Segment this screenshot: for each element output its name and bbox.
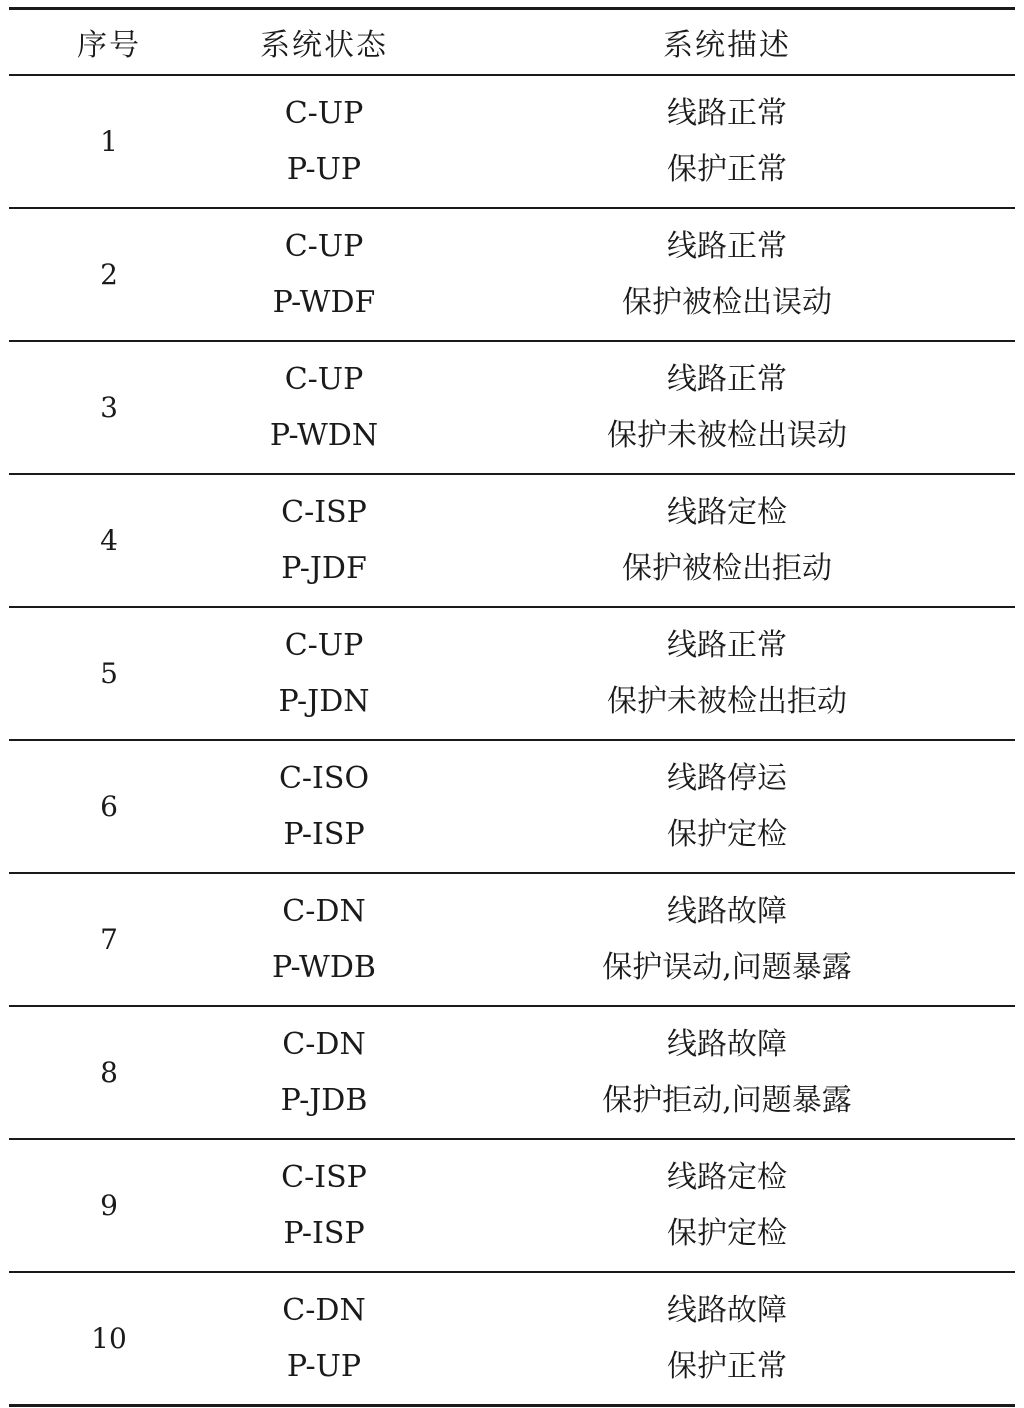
row-description [439,1161,1015,1251]
circuit-state: C-UP [284,95,364,131]
row-description [439,1028,1015,1118]
protection-description: 保护拒动,问题暴露 [602,1082,852,1118]
protection-state: P-JDB [280,1082,368,1118]
row-state [209,762,439,852]
row-number: 5 [100,657,118,690]
protection-state: P-WDB [272,949,376,985]
protection-description: 保护未被检出拒动 [607,683,847,719]
protection-state: P-WDN [269,417,379,453]
circuit-state: C-UP [284,627,364,663]
protection-state: P-UP [286,1348,362,1384]
circuit-state: C-DN [282,893,366,929]
circuit-state: C-ISP [281,494,367,530]
table-row [9,741,1015,872]
circuit-state: C-ISP [281,1159,367,1195]
row-state [209,363,439,453]
table-row [9,1273,1015,1404]
row-state [209,1294,439,1384]
row-number: 6 [100,790,118,823]
row-state [209,230,439,320]
circuit-state: C-ISO [278,760,370,796]
row-number: 2 [100,258,118,291]
circuit-description: 线路故障 [667,1026,787,1062]
circuit-description: 线路正常 [667,95,787,131]
row-description [439,496,1015,586]
row-description [439,363,1015,453]
state-table [9,7,1015,1407]
table-row [9,342,1015,473]
row-number: 1 [100,125,118,158]
circuit-description: 线路正常 [667,627,787,663]
circuit-state: C-UP [284,361,364,397]
row-description [439,1294,1015,1384]
protection-description: 保护正常 [667,1348,787,1384]
protection-description: 保护未被检出误动 [607,417,847,453]
row-number: 8 [100,1056,118,1089]
circuit-description: 线路定检 [667,494,787,530]
row-number: 9 [100,1189,118,1222]
row-number: 10 [91,1322,127,1355]
protection-state: P-UP [286,151,362,187]
protection-state: P-WDF [272,284,376,320]
table-row [9,209,1015,340]
row-state [209,1028,439,1118]
row-state [209,895,439,985]
header-state: 系统状态 [260,28,388,63]
circuit-state: C-DN [282,1292,366,1328]
protection-description: 保护正常 [667,151,787,187]
row-number: 3 [100,391,118,424]
row-state [209,1161,439,1251]
row-description [439,895,1015,985]
table-row [9,874,1015,1005]
circuit-description: 线路故障 [667,1292,787,1328]
circuit-description: 线路正常 [667,228,787,264]
table-row [9,76,1015,207]
header-no: 序号 [77,28,141,63]
table-row [9,475,1015,606]
circuit-state: C-UP [284,228,364,264]
row-description [439,629,1015,719]
protection-description: 保护被检出拒动 [622,550,832,586]
row-description [439,230,1015,320]
protection-description: 保护定检 [667,1215,787,1251]
circuit-state: C-DN [282,1026,366,1062]
row-state [209,496,439,586]
row-number: 7 [100,923,118,956]
circuit-description: 线路正常 [667,361,787,397]
table-row [9,1007,1015,1138]
bottom-rule [9,1404,1015,1407]
protection-state: P-JDF [281,550,367,586]
protection-description: 保护被检出误动 [622,284,832,320]
row-number: 4 [100,524,118,557]
row-description [439,762,1015,852]
protection-description: 保护定检 [667,816,787,852]
table-row [9,1140,1015,1271]
row-description [439,97,1015,187]
protection-state: P-JDN [278,683,370,719]
protection-description: 保护误动,问题暴露 [602,949,852,985]
table-row [9,608,1015,739]
protection-state: P-ISP [283,816,365,852]
protection-state: P-ISP [283,1215,365,1251]
circuit-description: 线路定检 [667,1159,787,1195]
row-state [209,97,439,187]
circuit-description: 线路停运 [667,760,787,796]
row-state [209,629,439,719]
circuit-description: 线路故障 [667,893,787,929]
table-header [9,10,1015,74]
header-desc: 系统描述 [663,28,791,63]
